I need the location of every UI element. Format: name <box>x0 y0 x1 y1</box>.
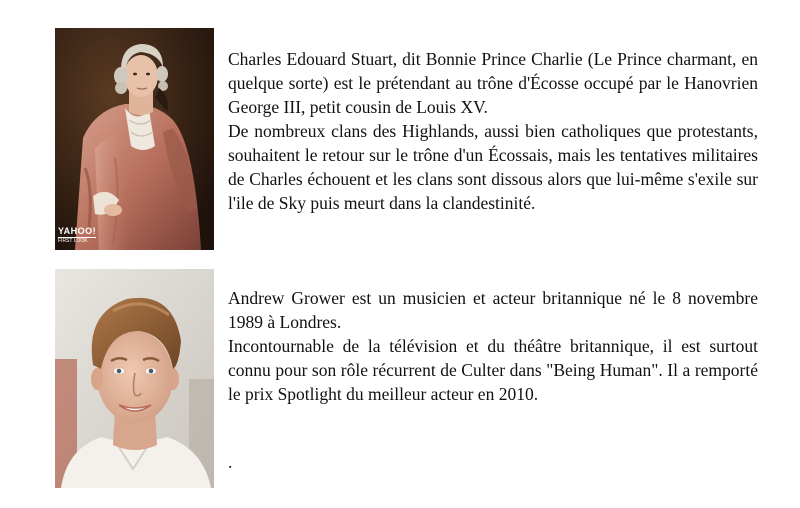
yahoo-watermark: YAHOO! FIRST LOOK <box>58 226 97 244</box>
paragraph: Incontournable de la télévision et du théâtre britannique, il est surtout connu pour son rôle récurrent de Culter dans "Being Human". Il a remporté le prix Spotlight du meilleur acteur en 2010. <box>228 336 758 404</box>
paragraph: Charles Edouard Stuart, dit Bonnie Prince Charlie (Le Prince charmant, en quelque sorte) est le prétendant au trône d'Écosse occupé par le Hanovrien George III, petit cousin de Louis XV. <box>228 49 758 117</box>
portrait-image-charles-stuart <box>55 28 214 250</box>
biography-text-charles-stuart <box>228 47 758 215</box>
paragraph: De nombreux clans des Highlands, aussi bien catholiques que protestants, souhaitent le retour sur le trône d'un Écossais, mais les tentatives militaires de Charles échouent et les clans sont dissous alors que lui-même s'exile sur l'ile de Sky puis meurt dans la clandestinité. <box>228 121 758 213</box>
biography-text-andrew-gower <box>228 286 758 406</box>
trailing-period: . <box>228 452 233 472</box>
paragraph: Andrew Grower est un musicien et acteur britannique né le 8 novembre 1989 à Londres. <box>228 288 758 332</box>
biography-entry-andrew-gower <box>0 260 800 508</box>
portrait-image-andrew-gower <box>55 269 214 488</box>
